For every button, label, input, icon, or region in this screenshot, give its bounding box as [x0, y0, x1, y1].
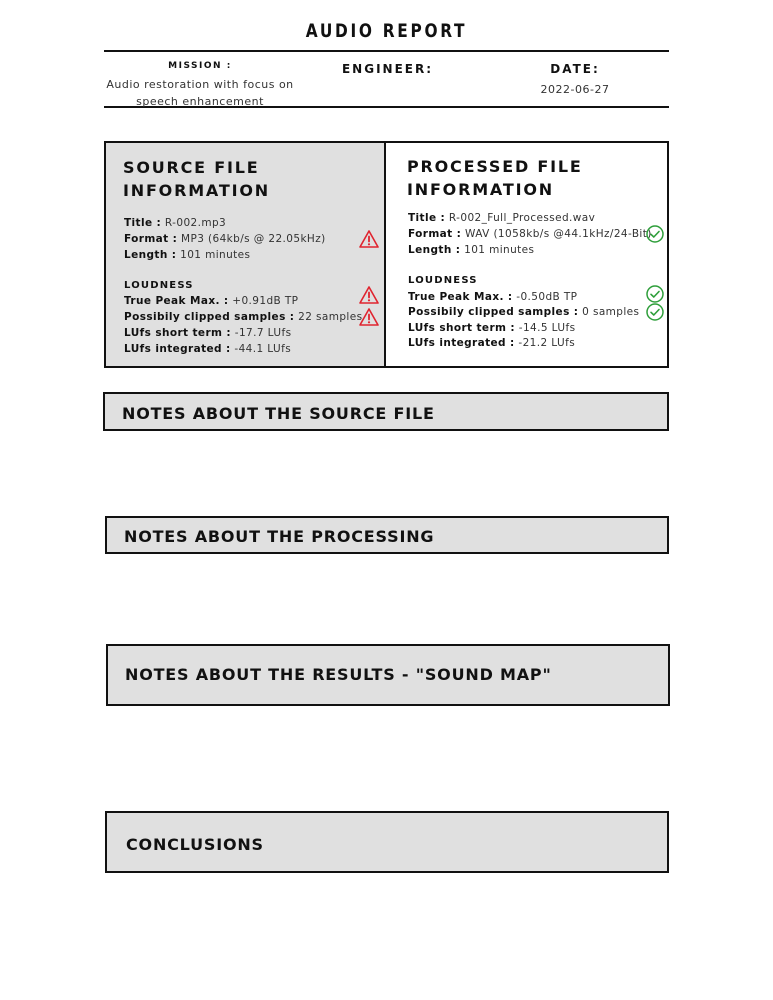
source-heading-line2: INFORMATION [123, 181, 270, 200]
processed-lufs-short-label: LUfs short term : [408, 322, 516, 334]
processed-length-row [408, 243, 534, 258]
source-lufs-int-row [124, 342, 291, 357]
results-notes-heading: NOTES ABOUT THE RESULTS - "SOUND MAP" [125, 665, 552, 684]
processed-true-peak-label: True Peak Max. : [408, 291, 513, 303]
processed-lufs-int-row [408, 336, 575, 351]
report-title: AUDIO REPORT [305, 20, 468, 42]
source-lufs-short-row [124, 326, 291, 341]
processed-format-row [408, 227, 652, 242]
conclusions-heading: CONCLUSIONS [126, 835, 264, 854]
source-clipped-value: 22 samples [298, 311, 363, 323]
clipped-warning-icon [359, 307, 379, 327]
source-length-row [124, 248, 250, 263]
processing-notes-section [105, 516, 669, 554]
processed-length-label: Length : [408, 244, 461, 256]
date-value: 2022-06-27 [540, 83, 610, 96]
results-notes-section [106, 644, 670, 706]
processed-title-value: R-002_Full_Processed.wav [448, 212, 596, 224]
true-peak-warning-icon [359, 285, 379, 305]
source-notes-heading: NOTES ABOUT THE SOURCE FILE [122, 404, 435, 423]
source-title-value: R-002.mp3 [164, 217, 227, 229]
processed-heading-line1: PROCESSED FILE [407, 157, 583, 176]
true-peak-check-icon [645, 284, 665, 304]
source-lufs-int-value: -44.1 LUfs [234, 343, 292, 355]
source-format-label: Format : [124, 233, 178, 245]
processing-notes-heading: NOTES ABOUT THE PROCESSING [124, 527, 435, 546]
source-length-label: Length : [124, 249, 177, 261]
source-clipped-row [124, 310, 363, 325]
processed-lufs-int-value: -21.2 LUfs [518, 337, 576, 349]
processed-heading-line2: INFORMATION [407, 180, 554, 199]
source-format-value: MP3 (64kb/s @ 22.05kHz) [181, 233, 326, 245]
engineer-label: ENGINEER: [341, 62, 434, 76]
source-notes-section [103, 392, 669, 431]
mission-label: MISSION : [168, 61, 232, 71]
source-true-peak-row [124, 294, 298, 309]
source-lufs-short-label: LUfs short term : [124, 327, 232, 339]
processed-format-value: WAV (1058kb/s @44.1kHz/24-Bit) [465, 228, 652, 240]
source-heading-line1: SOURCE FILE [123, 158, 260, 177]
source-lufs-short-value: -17.7 LUfs [234, 327, 292, 339]
source-title-row [124, 216, 226, 231]
mission-value-line1: Audio restoration with focus on [106, 78, 294, 91]
processed-clipped-row [408, 305, 639, 320]
processed-file-panel [386, 143, 667, 366]
processed-format-label: Format : [408, 228, 462, 240]
mission-value [100, 76, 300, 110]
clipped-check-icon [645, 302, 665, 322]
source-clipped-label: Possibily clipped samples : [124, 311, 295, 323]
conclusions-section [105, 811, 669, 873]
source-file-panel [106, 143, 386, 366]
processed-length-value: 101 minutes [464, 244, 535, 256]
processed-lufs-int-label: LUfs integrated : [408, 337, 515, 349]
processed-clipped-value: 0 samples [582, 306, 640, 318]
source-loudness-heading: LOUDNESS [124, 280, 194, 291]
processed-title-row [408, 211, 595, 226]
processed-true-peak-row [408, 290, 577, 305]
mission-value-line2: speech enhancement [136, 95, 264, 108]
processed-lufs-short-value: -14.5 LUfs [518, 322, 576, 334]
processed-lufs-short-row [408, 321, 575, 336]
header-top-rule [104, 50, 669, 52]
source-format-row [124, 232, 326, 247]
processed-panel-heading [407, 155, 583, 201]
source-title-label: Title : [124, 217, 162, 229]
source-length-value: 101 minutes [180, 249, 251, 261]
processed-clipped-label: Possibily clipped samples : [408, 306, 579, 318]
source-panel-heading [123, 156, 270, 202]
date-label: DATE: [550, 62, 600, 76]
processed-loudness-heading: LOUDNESS [408, 275, 478, 286]
processed-true-peak-value: -0.50dB TP [516, 291, 578, 303]
source-lufs-int-label: LUfs integrated : [124, 343, 231, 355]
source-true-peak-value: +0.91dB TP [232, 295, 299, 307]
source-true-peak-label: True Peak Max. : [124, 295, 229, 307]
format-check-icon [645, 224, 665, 244]
processed-title-label: Title : [408, 212, 446, 224]
format-warning-icon [359, 229, 379, 249]
file-info-panels [104, 141, 669, 368]
